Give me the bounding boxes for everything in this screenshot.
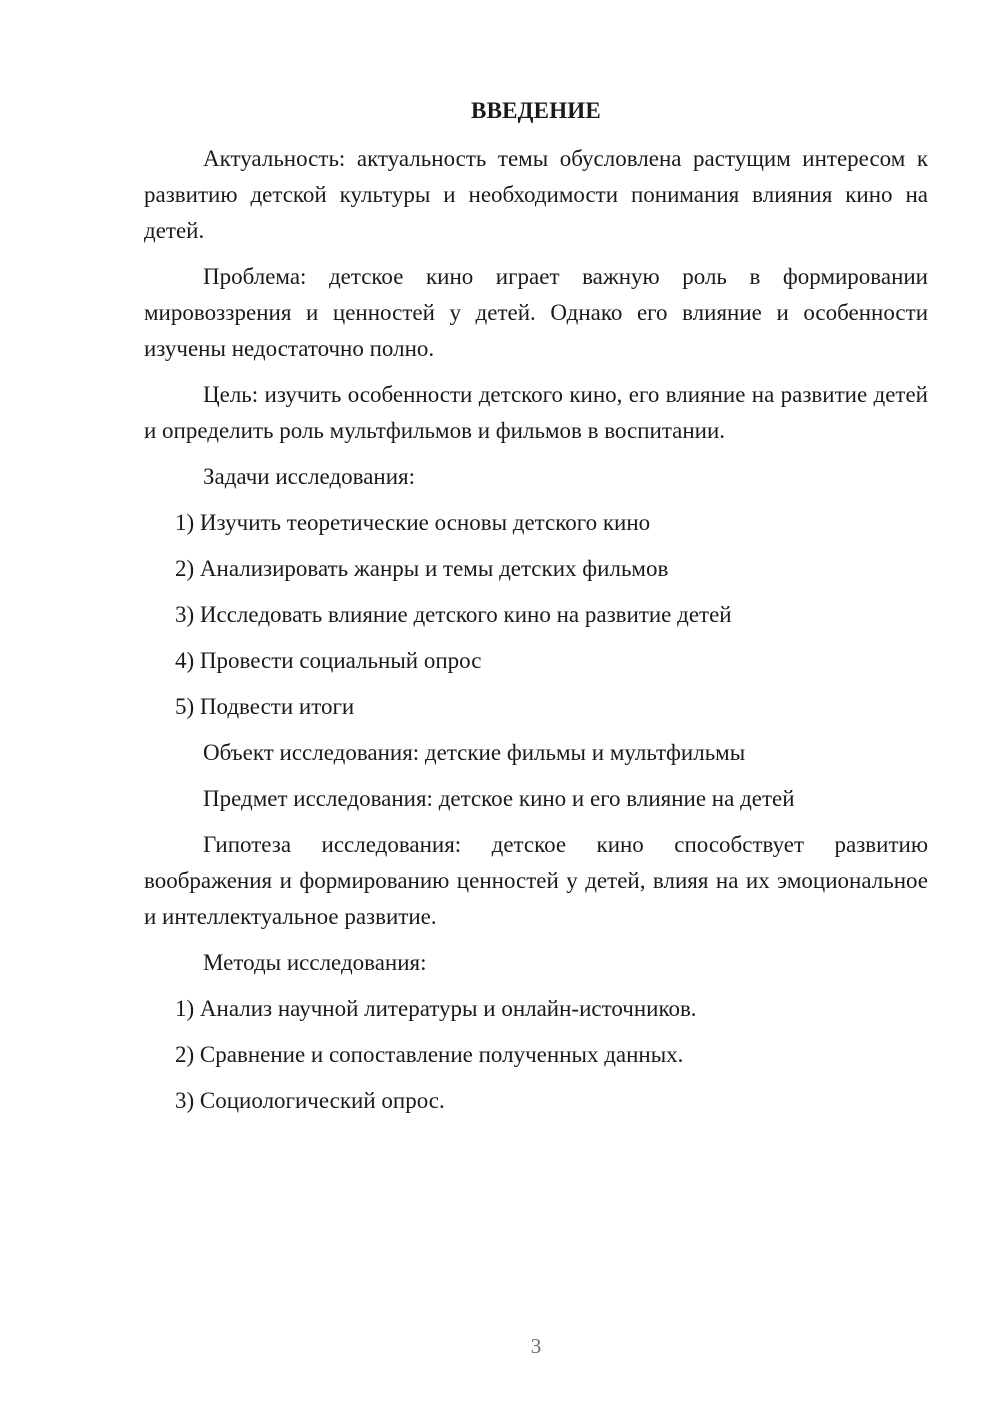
goal-paragraph: Цель: изучить особенности детского кино, его влияние на развитие детей и определить роль мультфильмов и фильмов в воспитании. <box>144 382 928 443</box>
list-item: 3) Социологический опрос. <box>175 1088 445 1113</box>
section-heading: ВВЕДЕНИЕ <box>471 98 601 123</box>
list-item: 4) Провести социальный опрос <box>175 648 482 673</box>
methods-title: Методы исследования: <box>203 950 427 975</box>
list-item: 1) Анализ научной литературы и онлайн-источников. <box>175 996 697 1021</box>
object-paragraph: Объект исследования: детские фильмы и мультфильмы <box>203 740 746 765</box>
problem-paragraph: Проблема: детское кино играет важную роль в формировании мировоззрения и ценностей у детей. Однако его влияние и особенности изучены недостаточно полно. <box>144 264 928 361</box>
list-item: 2) Анализировать жанры и темы детских фильмов <box>175 556 669 581</box>
subject-paragraph: Предмет исследования: детское кино и его влияние на детей <box>203 786 795 811</box>
page-number: 3 <box>530 1334 542 1358</box>
list-item: 5) Подвести итоги <box>175 694 355 719</box>
list-item: 3) Исследовать влияние детского кино на развитие детей <box>175 602 732 627</box>
methods-list <box>144 991 928 1119</box>
list-item: 2) Сравнение и сопоставление полученных данных. <box>175 1042 684 1067</box>
relevance-paragraph: Актуальность: актуальность темы обусловлена растущим интересом к развитию детской культуры и необходимости понимания влияния кино на детей. <box>144 146 928 243</box>
tasks-list <box>144 505 928 725</box>
tasks-title: Задачи исследования: <box>203 464 416 489</box>
document-body <box>144 141 928 1129</box>
list-item: 1) Изучить теоретические основы детского кино <box>175 510 651 535</box>
hypothesis-paragraph: Гипотеза исследования: детское кино способствует развитию воображения и формированию ценностей у детей, влияя на их эмоциональное и интеллектуальное развитие. <box>144 832 928 929</box>
